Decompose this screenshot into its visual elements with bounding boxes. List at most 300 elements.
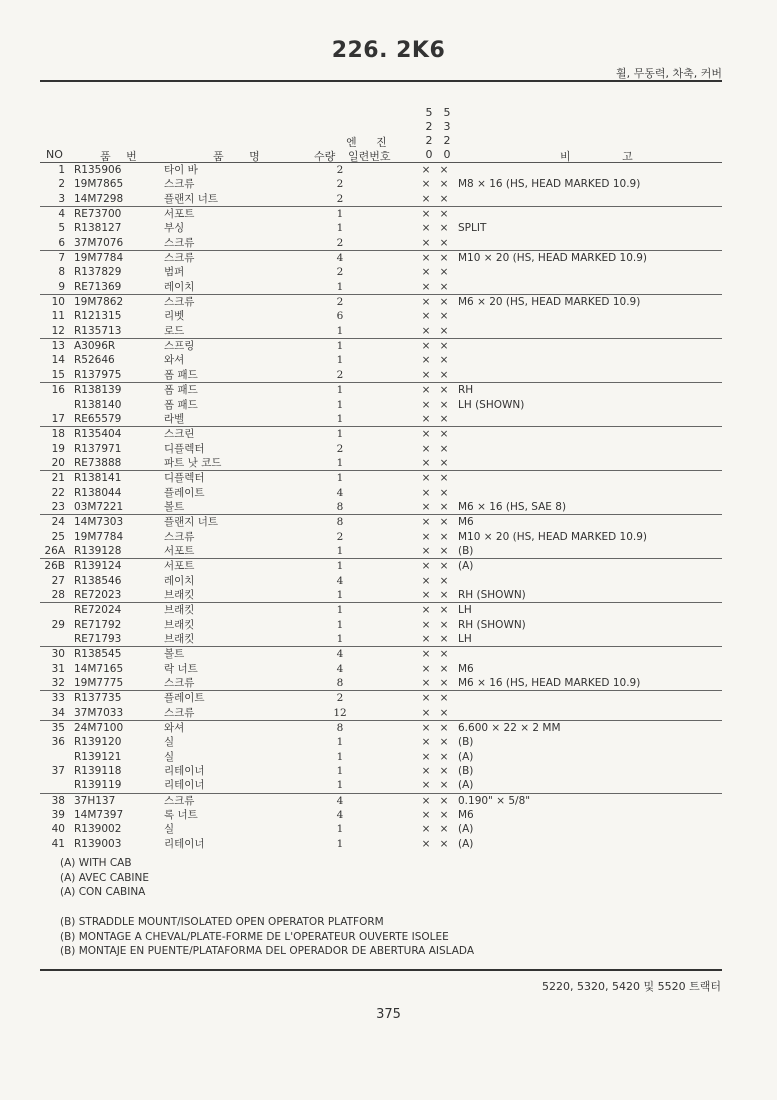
table-row: [40, 559, 722, 573]
part-name: 플레이트: [164, 692, 205, 705]
remark: M6 × 16 (HS, HEAD MARKED 10.9): [458, 677, 641, 690]
quantity: 8: [336, 677, 344, 690]
remark: (A): [458, 750, 474, 763]
model-5220-mark: ×: [421, 588, 431, 601]
table-row: [40, 383, 722, 397]
part-name: 리테이너: [164, 837, 205, 850]
part-number: R137975: [74, 368, 122, 381]
table-row: [40, 456, 722, 471]
remark: M10 × 20 (HS, HEAD MARKED 10.9): [458, 530, 648, 543]
part-name: 브래킷: [164, 633, 195, 645]
model-5320-mark: ×: [439, 706, 449, 719]
part-name: 브래킷: [164, 604, 195, 617]
note-line: (A) CON CABINA: [60, 886, 146, 898]
part-name: 리벳: [164, 310, 185, 323]
remark: (B): [458, 736, 474, 749]
table-row: [40, 427, 722, 441]
part-name: 록 너트: [164, 809, 198, 822]
header-no: NO: [46, 148, 63, 161]
remark: (B): [458, 544, 474, 557]
row-number: 36: [51, 736, 65, 749]
model-5220-mark: ×: [421, 809, 431, 822]
model-5220-mark: ×: [421, 472, 431, 485]
row-number: 22: [51, 486, 65, 499]
row-number: 26A: [44, 544, 65, 557]
model-5320-mark: ×: [439, 192, 449, 205]
table-row: [40, 794, 722, 808]
part-number: 03M7221: [74, 500, 124, 513]
quantity: 2: [336, 164, 344, 176]
part-number: R138140: [74, 398, 122, 411]
model-5320-mark: ×: [439, 633, 449, 645]
remark: M6: [458, 809, 474, 822]
table-row: [40, 251, 722, 265]
part-name: 스크린: [164, 428, 195, 441]
model-5320-mark: ×: [439, 736, 449, 749]
row-number: 33: [51, 692, 65, 705]
part-number: R137735: [74, 692, 122, 705]
model-5320-mark: ×: [439, 178, 449, 191]
quantity: 4: [336, 252, 344, 265]
table-row: [40, 339, 722, 353]
part-name: 리테이너: [164, 765, 205, 778]
quantity: 1: [336, 354, 344, 367]
model-digit: 5: [425, 106, 433, 119]
notes-a: [60, 856, 149, 900]
title-rule: [40, 80, 722, 82]
row-number: 11: [51, 310, 65, 323]
model-5320-mark: ×: [439, 368, 449, 381]
model-5220-mark: ×: [421, 280, 431, 293]
row-number: 28: [51, 588, 65, 601]
model-5220-mark: ×: [421, 442, 431, 455]
part-number: 24M7100: [74, 722, 124, 735]
model-5220-mark: ×: [421, 530, 431, 543]
model-5220-mark: ×: [421, 736, 431, 749]
table-row: [40, 500, 722, 515]
model-5320-mark: ×: [439, 236, 449, 249]
quantity: 1: [336, 779, 344, 792]
quantity: 1: [336, 560, 344, 573]
model-digit: 2: [425, 120, 433, 133]
model-5220-mark: ×: [421, 677, 431, 690]
model-5320-mark: ×: [439, 794, 449, 807]
table-row: [40, 192, 722, 207]
part-number: R138141: [74, 472, 122, 485]
remark: 6.600 × 22 × 2 MM: [458, 722, 561, 735]
table-row: [40, 471, 722, 485]
remark: (A): [458, 560, 474, 573]
model-5220-mark: ×: [421, 324, 431, 337]
table-row: [40, 207, 722, 221]
row-number: 7: [58, 252, 65, 265]
model-5320-mark: ×: [439, 560, 449, 573]
header-remarks: 비 고: [560, 150, 633, 163]
quantity: 1: [336, 736, 344, 749]
model-5320-mark: ×: [439, 618, 449, 631]
remark: RH (SHOWN): [458, 588, 526, 601]
note-line: (B) MONTAGE A CHEVAL/PLATE-FORME DE L'OPERATEUR OUVERTE ISOLEE: [60, 930, 449, 943]
row-number: 37: [51, 765, 65, 778]
quantity: 12: [333, 706, 347, 719]
row-number: 25: [51, 530, 65, 543]
quantity: 1: [336, 412, 344, 425]
part-number: R135404: [74, 428, 122, 441]
quantity: 4: [336, 574, 344, 587]
model-5220-mark: ×: [421, 544, 431, 557]
quantity: 2: [336, 368, 344, 381]
table-row: [40, 721, 722, 735]
part-number: R121315: [74, 310, 122, 323]
quantity: 1: [336, 398, 344, 411]
remark: M6 × 20 (HS, HEAD MARKED 10.9): [458, 296, 641, 309]
table-row: [40, 735, 722, 749]
parts-table: [40, 163, 722, 851]
table-row: [40, 280, 722, 295]
model-5220-mark: ×: [421, 296, 431, 309]
model-5220-mark: ×: [421, 750, 431, 763]
model-5320-mark: ×: [439, 530, 449, 543]
part-name: 스크류: [164, 530, 195, 543]
part-number: R139120: [74, 736, 122, 749]
table-row: [40, 778, 722, 793]
model-5320-mark: ×: [439, 296, 449, 309]
table-row: [40, 163, 722, 177]
quantity: 2: [336, 692, 344, 705]
part-name: 디플렉터: [164, 472, 205, 485]
model-5320-mark: ×: [439, 837, 449, 850]
part-name: 스크류: [164, 296, 195, 309]
table-row: [40, 530, 722, 544]
part-number: R135713: [74, 324, 122, 337]
part-number: RE72023: [74, 588, 122, 601]
quantity: 4: [336, 486, 344, 499]
footer-rule: [40, 969, 722, 971]
table-row: [40, 574, 722, 588]
note-line: (B) STRADDLE MOUNT/ISOLATED OPEN OPERATOR PLATFORM: [60, 916, 384, 928]
model-5320-mark: ×: [439, 765, 449, 778]
part-number: R139002: [74, 823, 122, 836]
model-5220-mark: ×: [421, 310, 431, 323]
row-number: 9: [58, 280, 65, 293]
quantity: 1: [336, 618, 344, 631]
part-number: 19M7775: [74, 677, 124, 690]
note-line: (A) AVEC CABINE: [60, 871, 150, 884]
part-number: RE65579: [74, 412, 122, 425]
row-number: 38: [51, 794, 65, 807]
model-5320-mark: ×: [439, 428, 449, 441]
part-name: 플랜지 너트: [164, 192, 219, 205]
quantity: 1: [336, 604, 344, 617]
row-number: 20: [51, 456, 65, 469]
table-row: [40, 632, 722, 647]
remark: (B): [458, 765, 474, 778]
model-5320-mark: ×: [439, 208, 449, 221]
row-number: 2: [58, 178, 65, 191]
model-5320-mark: ×: [439, 500, 449, 513]
part-number: R137829: [74, 266, 122, 279]
quantity: 1: [336, 208, 344, 221]
part-name: 스크류: [164, 178, 195, 191]
model-5320-mark: ×: [439, 486, 449, 499]
part-name: 실: [164, 736, 175, 749]
table-row: [40, 368, 722, 383]
part-number: R139124: [74, 560, 122, 573]
row-number: 18: [51, 428, 65, 441]
part-number: R139003: [74, 837, 122, 850]
part-number: A3096R: [74, 340, 116, 353]
part-name: 레이치: [164, 574, 195, 587]
model-5220-mark: ×: [421, 779, 431, 792]
table-row: [40, 309, 722, 323]
model-5220-mark: ×: [421, 368, 431, 381]
part-number: 37M7076: [74, 236, 124, 249]
part-name: 범퍼: [164, 266, 185, 279]
notes-b: [60, 915, 474, 959]
part-name: 락 너트: [164, 662, 198, 675]
table-row: [40, 808, 722, 822]
model-5220-mark: ×: [421, 164, 431, 176]
model-5320-mark: ×: [439, 310, 449, 323]
part-number: 37H137: [74, 794, 116, 807]
part-name: 부싱: [164, 222, 185, 235]
part-name: 타이 바: [164, 164, 198, 176]
page-title: 226. 2K6: [331, 38, 446, 63]
part-name: 리테이너: [164, 779, 205, 792]
table-row: [40, 398, 722, 412]
quantity: 1: [336, 324, 344, 337]
remark: M6: [458, 662, 474, 675]
model-5220-mark: ×: [421, 837, 431, 850]
part-number: RE73700: [74, 208, 122, 221]
part-name: 디플렉터: [164, 442, 205, 455]
model-5320-mark: ×: [439, 574, 449, 587]
remark: LH: [458, 604, 472, 617]
part-name: 플랜지 너트: [164, 516, 219, 529]
table-row: [40, 221, 722, 235]
part-name: 스크류: [164, 794, 195, 807]
model-5320-mark: ×: [439, 677, 449, 690]
model-5220-mark: ×: [421, 486, 431, 499]
quantity: 1: [336, 823, 344, 836]
model-5220-mark: ×: [421, 412, 431, 425]
model-5320-mark: ×: [439, 398, 449, 411]
row-number: 31: [51, 662, 65, 675]
remark: M6: [458, 516, 474, 529]
model-5220-mark: ×: [421, 765, 431, 778]
table-row: [40, 324, 722, 339]
model-5220-mark: ×: [421, 384, 431, 397]
model-5220-mark: ×: [421, 560, 431, 573]
row-number: 16: [51, 384, 65, 397]
table-row: [40, 662, 722, 676]
quantity: 2: [336, 266, 344, 279]
part-number: 19M7784: [74, 530, 124, 543]
remark: 0.190" × 5/8": [458, 794, 531, 807]
table-row: [40, 618, 722, 632]
row-number: 8: [58, 266, 65, 279]
model-5320-mark: ×: [439, 222, 449, 235]
model-5320-mark: ×: [439, 662, 449, 675]
quantity: 4: [336, 648, 344, 661]
model-5220-mark: ×: [421, 398, 431, 411]
section-title: 휠, 무동력, 차축, 커버: [616, 67, 722, 80]
part-name: 스크류: [164, 252, 195, 265]
model-5220-mark: ×: [421, 722, 431, 735]
footer-models: 5220, 5320, 5420 및 5520 트랙터: [542, 980, 721, 993]
table-row: [40, 647, 722, 661]
model-5320-mark: ×: [439, 692, 449, 705]
table-row: [40, 837, 722, 851]
model-5220-mark: ×: [421, 618, 431, 631]
remark: M6 × 16 (HS, SAE 8): [458, 500, 567, 513]
row-number: 17: [51, 412, 65, 425]
part-name: 스크류: [164, 236, 195, 249]
row-number: 30: [51, 648, 65, 661]
model-5220-mark: ×: [421, 516, 431, 529]
row-number: 13: [51, 340, 65, 353]
model-5320-mark: ×: [439, 472, 449, 485]
model-5220-mark: ×: [421, 823, 431, 836]
row-number: 29: [51, 618, 65, 631]
row-number: 15: [51, 368, 65, 381]
quantity: 8: [336, 516, 344, 529]
model-5220-mark: ×: [421, 456, 431, 469]
part-name: 서포트: [164, 544, 195, 557]
part-name: 서포트: [164, 208, 195, 221]
model-5220-mark: ×: [421, 633, 431, 645]
model-5320-mark: ×: [439, 588, 449, 601]
model-5320-mark: ×: [439, 722, 449, 735]
part-number: R138044: [74, 486, 122, 499]
quantity: 1: [336, 633, 344, 645]
part-number: 14M7397: [74, 809, 124, 822]
model-5320-mark: ×: [439, 266, 449, 279]
quantity: 4: [336, 794, 344, 807]
model-5220-mark: ×: [421, 794, 431, 807]
part-name: 실: [164, 750, 175, 763]
quantity: 2: [336, 442, 344, 455]
part-number: R139128: [74, 544, 122, 557]
quantity: 4: [336, 809, 344, 822]
quantity: 1: [336, 765, 344, 778]
row-number: 35: [51, 722, 65, 735]
table-row: [40, 486, 722, 500]
table-row: [40, 442, 722, 456]
row-number: 6: [58, 236, 65, 249]
part-number: 14M7303: [74, 516, 124, 529]
model-5320-mark: ×: [439, 516, 449, 529]
part-number: 14M7298: [74, 192, 124, 205]
model-5320-mark: ×: [439, 252, 449, 265]
model-5320-mark: ×: [439, 544, 449, 557]
part-name: 라벨: [164, 412, 185, 425]
quantity: 1: [336, 428, 344, 441]
row-number: 32: [51, 677, 65, 690]
row-number: 23: [51, 500, 65, 513]
table-row: [40, 588, 722, 603]
quantity: 1: [336, 472, 344, 485]
quantity: 1: [336, 588, 344, 601]
part-name: 레이치: [164, 280, 195, 293]
model-digits-2: [442, 106, 452, 162]
quantity: 1: [336, 750, 344, 763]
part-name: 와셔: [164, 354, 185, 367]
model-5320-mark: ×: [439, 164, 449, 176]
part-name: 브래킷: [164, 588, 195, 601]
model-5220-mark: ×: [421, 208, 431, 221]
part-number: R139121: [74, 750, 122, 763]
table-row: [40, 691, 722, 705]
header-engine: 엔 진: [346, 136, 395, 149]
table-row: [40, 764, 722, 778]
row-number: 39: [51, 809, 65, 822]
table-row: [40, 750, 722, 764]
part-number: R139118: [74, 765, 122, 778]
model-digit: 0: [443, 148, 451, 161]
note-line: (A) WITH CAB: [60, 857, 132, 869]
model-5320-mark: ×: [439, 412, 449, 425]
row-number: 34: [51, 706, 65, 719]
model-5220-mark: ×: [421, 340, 431, 353]
part-name: 파트 낫 코드: [164, 456, 222, 469]
header-serial: 일련번호: [348, 150, 391, 163]
model-5220-mark: ×: [421, 662, 431, 675]
model-5320-mark: ×: [439, 354, 449, 367]
page-number: 375: [376, 1007, 401, 1022]
part-number: 19M7865: [74, 178, 124, 191]
remark: (A): [458, 837, 474, 850]
row-number: 10: [51, 296, 65, 309]
table-row: [40, 676, 722, 691]
part-name: 서포트: [164, 560, 195, 573]
model-5220-mark: ×: [421, 604, 431, 617]
quantity: 1: [336, 340, 344, 353]
model-5220-mark: ×: [421, 252, 431, 265]
part-number: R135906: [74, 164, 122, 176]
table-row: [40, 236, 722, 251]
model-5220-mark: ×: [421, 236, 431, 249]
part-number: 19M7784: [74, 252, 124, 265]
header-qty: 수량: [314, 150, 336, 163]
model-5320-mark: ×: [439, 280, 449, 293]
model-5220-mark: ×: [421, 648, 431, 661]
part-name: 스크류: [164, 706, 195, 719]
part-number: RE71793: [74, 633, 122, 645]
part-number: 37M7033: [74, 706, 124, 719]
quantity: 8: [336, 722, 344, 735]
row-number: 40: [51, 823, 65, 836]
model-5220-mark: ×: [421, 266, 431, 279]
remark: LH: [458, 633, 472, 645]
table-row: [40, 353, 722, 367]
quantity: 2: [336, 530, 344, 543]
remark: M10 × 20 (HS, HEAD MARKED 10.9): [458, 252, 648, 265]
model-digit: 0: [425, 148, 433, 161]
row-number: 12: [51, 324, 65, 337]
part-number: R52646: [74, 354, 115, 367]
quantity: 2: [336, 178, 344, 191]
part-number: RE71792: [74, 618, 122, 631]
header-part-name: 품 명: [213, 150, 260, 163]
part-number: R137971: [74, 442, 122, 455]
table-row: [40, 295, 722, 309]
model-digits-1: [424, 106, 434, 162]
table-row: [40, 603, 722, 617]
row-number: 26B: [44, 560, 65, 573]
model-5220-mark: ×: [421, 574, 431, 587]
model-digit: 5: [443, 106, 451, 119]
